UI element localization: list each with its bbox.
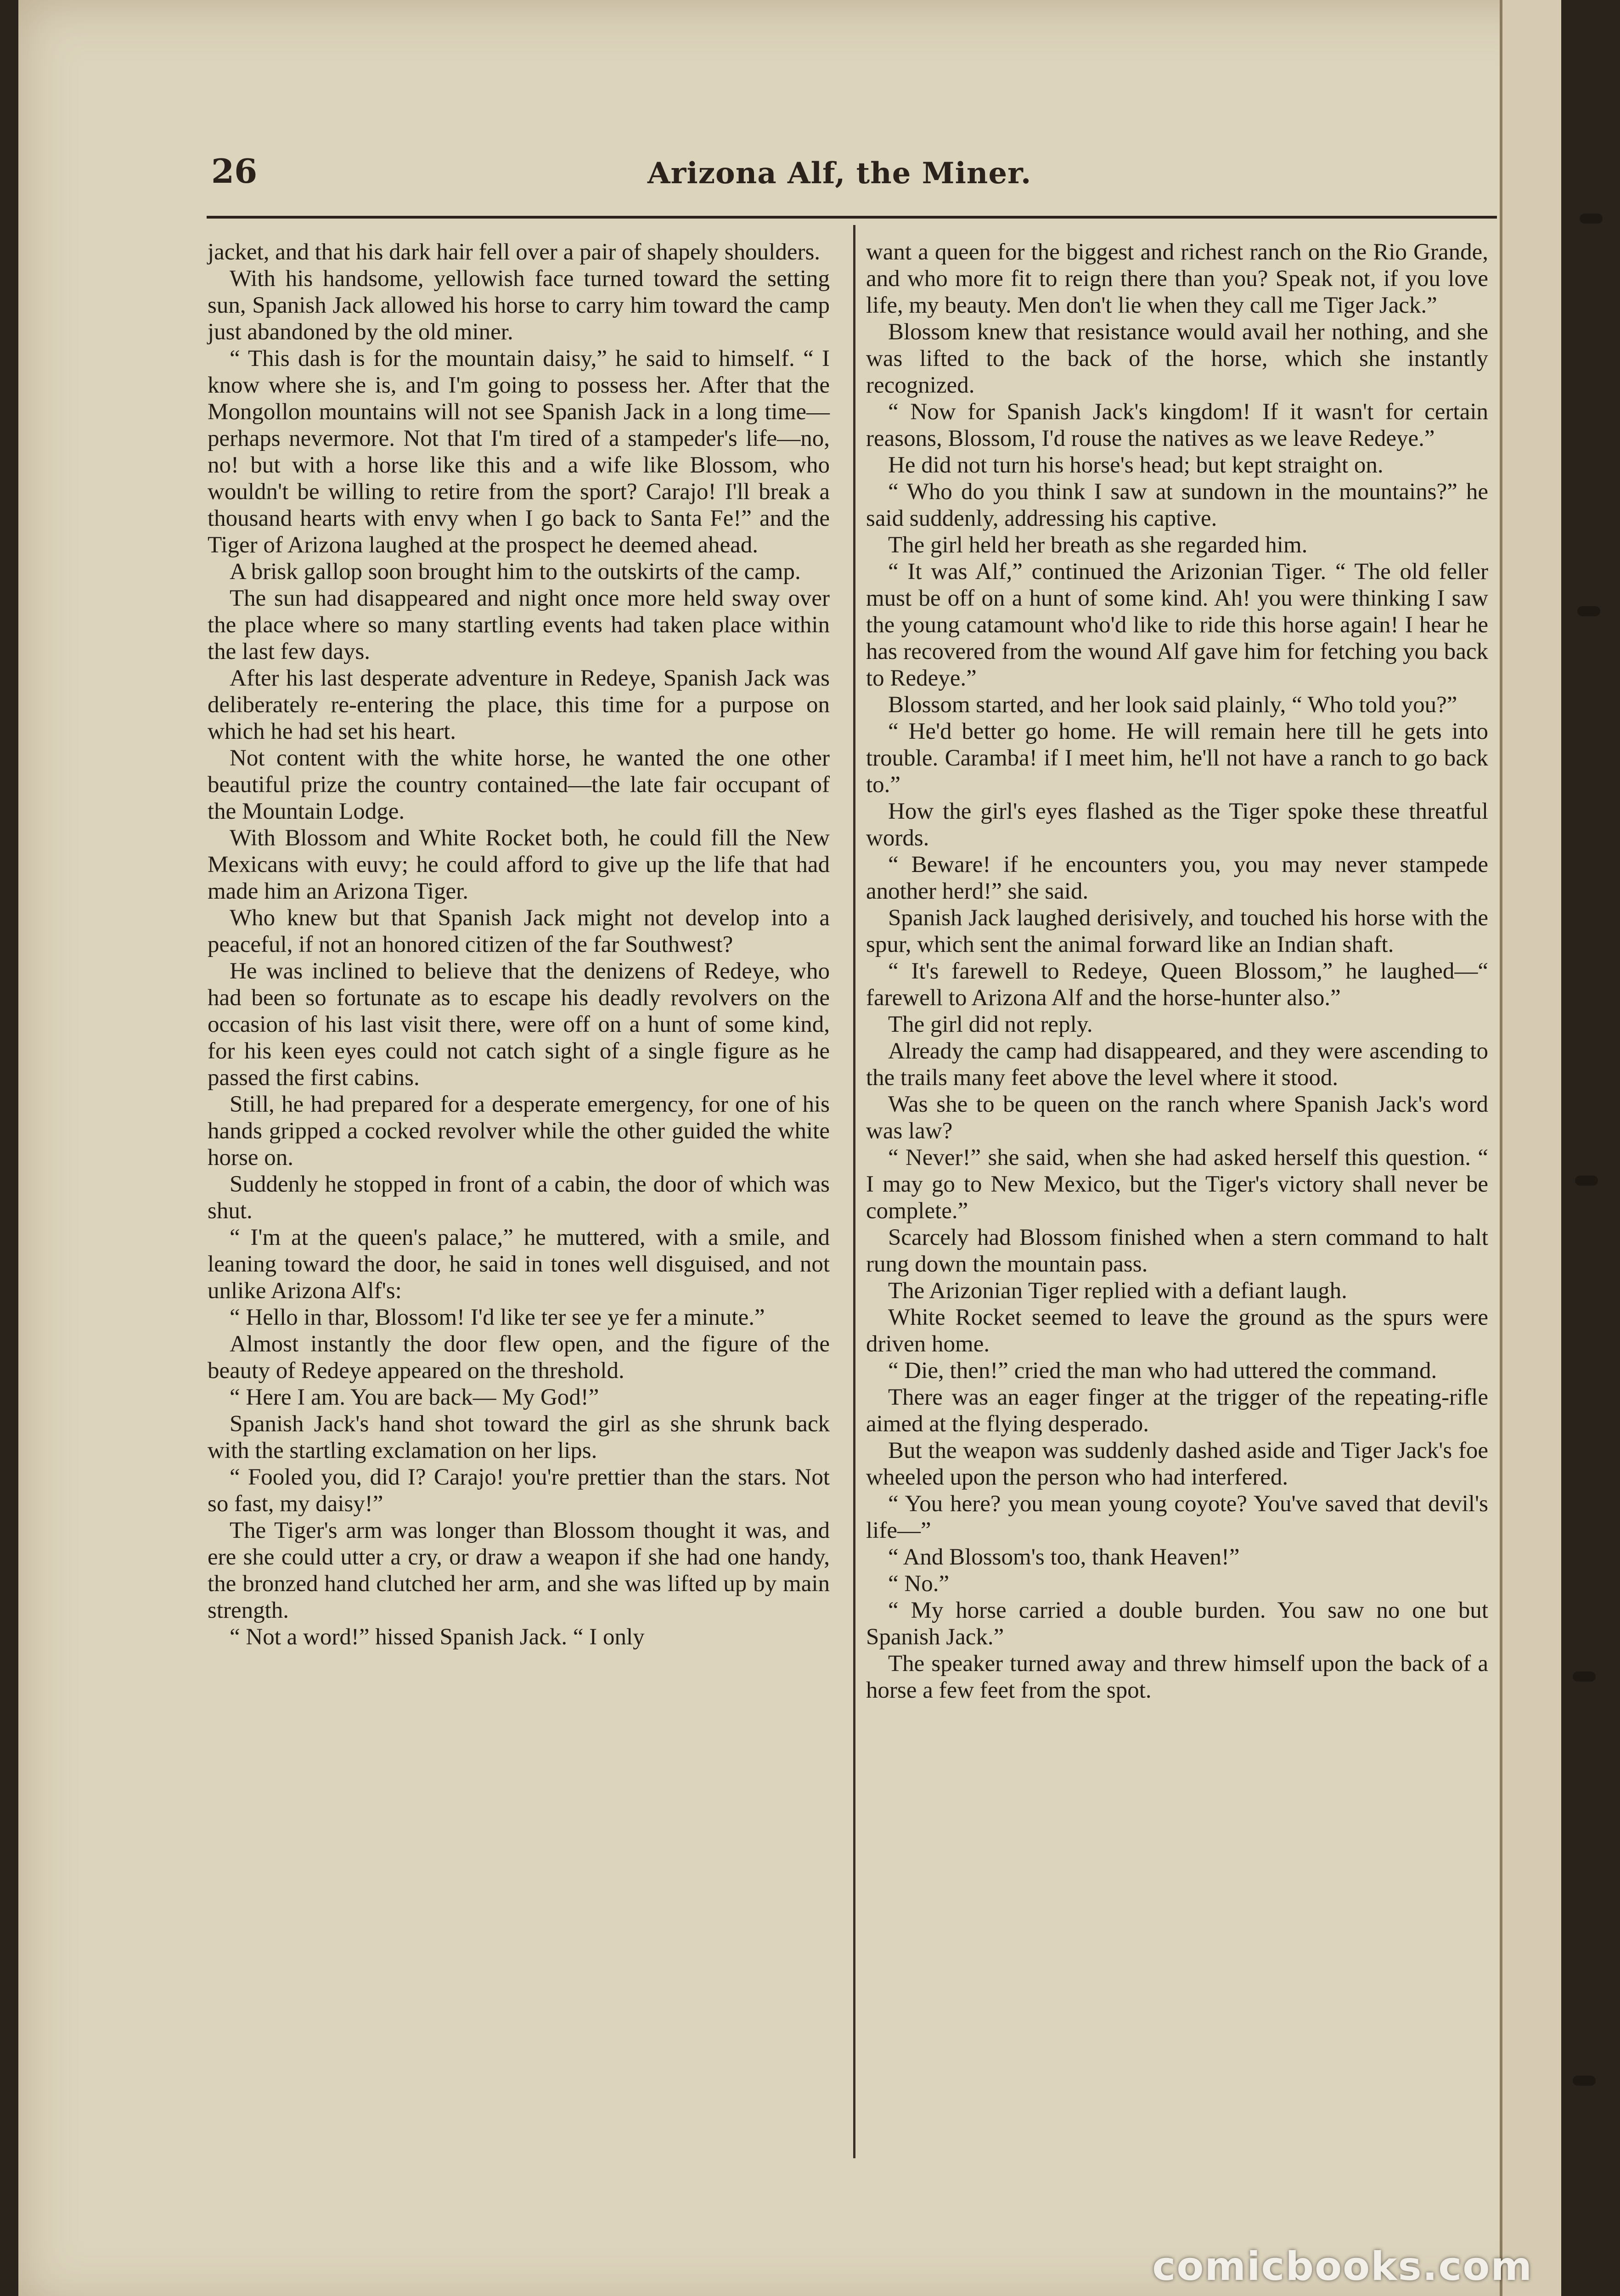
- paragraph: “ It's farewell to Redeye, Queen Blossom,” he laughed—“ farewell to Arizona Alf and the horse-hunter also.”: [866, 958, 1488, 1011]
- binding-tab: [1575, 1176, 1598, 1186]
- paragraph: “ Now for Spanish Jack's kingdom! If it wasn't for certain reasons, Blossom, I'd rouse the natives as we leave Redeye.”: [866, 399, 1488, 451]
- paragraph: “ You here? you mean young coyote? You've saved that devil's life—”: [866, 1491, 1488, 1543]
- paragraph: Still, he had prepared for a desperate emergency, for one of his hands gripped a cocked revolver while the other guided the white horse on.: [208, 1092, 830, 1171]
- paragraph: “ Never!” she said, when she had asked herself this question. “ I may go to New Mexico, but the Tiger's victory shall never be complete.”: [866, 1145, 1488, 1224]
- paragraph: Almost instantly the door flew open, and the figure of the beauty of Redeye appeared on the threshold.: [208, 1331, 830, 1384]
- paragraph: Spanish Jack laughed derisively, and touched his horse with the spur, which sent the animal forward like an Indian shaft.: [866, 905, 1488, 957]
- paragraph: want a queen for the biggest and richest ranch on the Rio Grande, and who more fit to reign there than you? Speak not, if you love life, my beauty. Men don't lie when they call me Tiger Jack.”: [866, 239, 1488, 318]
- binding-tab: [1577, 606, 1600, 616]
- paragraph: After his last desperate adventure in Redeye, Spanish Jack was deliberately re-entering the place, this time for a purpose on which he had set his heart.: [208, 665, 830, 744]
- binding-tab: [1573, 1671, 1596, 1682]
- paragraph: “ It was Alf,” continued the Arizonian Tiger. “ The old feller must be off on a hunt of some kind. Ah! you were thinking I saw the young catamount who'd like to ride this horse again! I hear he has recovered from the wound Alf gave him for fetching you back to Redeye.”: [866, 559, 1488, 691]
- left-column: [208, 239, 830, 1650]
- paragraph: The girl held her breath as she regarded him.: [888, 532, 1308, 558]
- watermark: comicbooks.com: [1152, 2244, 1533, 2290]
- paragraph: “ Not a word!” hissed Spanish Jack. “ I only: [230, 1624, 645, 1650]
- paragraph: Was she to be queen on the ranch where Spanish Jack's word was law?: [866, 1092, 1488, 1144]
- paragraph: “ Die, then!” cried the man who had uttered the command.: [888, 1358, 1437, 1384]
- paragraph: “ He'd better go home. He will remain here till he gets into trouble. Caramba! if I meet him, he'll not have a ranch to go back to.”: [866, 719, 1488, 798]
- paragraph: “ And Blossom's too, thank Heaven!”: [888, 1544, 1240, 1570]
- paragraph: “ I'm at the queen's palace,” he muttered, with a smile, and leaning toward the door, he said in tones well disguised, and not unlike Arizona Alf's:: [208, 1225, 830, 1304]
- paragraph: The Arizonian Tiger replied with a defiant laugh.: [888, 1278, 1347, 1304]
- paragraph: “ Who do you think I saw at sundown in the mountains?” he said suddenly, addressing his captive.: [866, 479, 1488, 531]
- paragraph: “ Hello in thar, Blossom! I'd like ter see ye fer a minute.”: [230, 1305, 765, 1330]
- paragraph: Not content with the white horse, he wanted the one other beautiful prize the country contained—the late fair occupant of the Mountain Lodge.: [208, 745, 830, 824]
- paragraph: He did not turn his horse's head; but kept straight on.: [888, 452, 1384, 478]
- running-title: Arizona Alf, the Miner.: [647, 156, 1032, 191]
- paragraph: Suddenly he stopped in front of a cabin, the door of which was shut.: [208, 1171, 830, 1224]
- paragraph: Spanish Jack's hand shot toward the girl as she shrunk back with the startling exclamation on her lips.: [208, 1411, 830, 1463]
- column-divider: [853, 225, 855, 2158]
- paragraph: The Tiger's arm was longer than Blossom thought it was, and ere she could utter a cry, or draw a weapon if she had one handy, the bronzed hand clutched her arm, and she was lifted up by main strength.: [208, 1518, 830, 1623]
- page-header: [211, 152, 1497, 202]
- paragraph: The speaker turned away and threw himself upon the back of a horse a few feet from the spot.: [866, 1651, 1488, 1703]
- paragraph: He was inclined to believe that the denizens of Redeye, who had been so fortunate as to escape his deadly revolvers on the occasion of his last visit there, were off on a hunt of some kind, for his keen eyes could not catch sight of a single figure as he passed the first cabins.: [208, 958, 830, 1091]
- paragraph: White Rocket seemed to leave the ground as the spurs were driven home.: [866, 1305, 1488, 1357]
- paragraph: “ Here I am. You are back— My God!”: [230, 1384, 599, 1410]
- paragraph: jacket, and that his dark hair fell over a pair of shapely shoulders.: [208, 239, 821, 265]
- paragraph: Scarcely had Blossom finished when a stern command to halt rung down the mountain pass.: [866, 1225, 1488, 1277]
- paragraph: Who knew but that Spanish Jack might not develop into a peaceful, if not an honored citizen of the far Southwest?: [208, 905, 830, 957]
- paragraph: How the girl's eyes flashed as the Tiger spoke these threatful words.: [866, 799, 1488, 851]
- page-number: 26: [211, 152, 258, 191]
- right-column: [866, 239, 1488, 1704]
- binding-tab: [1580, 214, 1603, 224]
- paragraph: Blossom knew that resistance would avail her nothing, and she was lifted to the back of the horse, which she instantly recognized.: [866, 319, 1488, 398]
- paragraph: With his handsome, yellowish face turned toward the setting sun, Spanish Jack allowed his horse to carry him toward the camp just abandoned by the old miner.: [208, 266, 830, 345]
- paragraph: “ Fooled you, did I? Carajo! you're prettier than the stars. Not so fast, my daisy!”: [208, 1464, 830, 1517]
- paragraph: With Blossom and White Rocket both, he could fill the New Mexicans with euvy; he could afford to give up the life that had made him an Arizona Tiger.: [208, 825, 830, 904]
- paragraph: There was an eager finger at the trigger of the repeating-rifle aimed at the flying desperado.: [866, 1384, 1488, 1437]
- paragraph: A brisk gallop soon brought him to the outskirts of the camp.: [230, 559, 801, 585]
- paragraph: Already the camp had disappeared, and they were ascending to the trails many feet above the level where it stood.: [866, 1038, 1488, 1091]
- page-spine: [1500, 0, 1561, 2296]
- magazine-page: [18, 0, 1561, 2296]
- paragraph: The sun had disappeared and night once more held sway over the place where so many startling events had taken place within the last few days.: [208, 585, 830, 664]
- paragraph: But the weapon was suddenly dashed aside and Tiger Jack's foe wheeled upon the person who had interfered.: [866, 1438, 1488, 1490]
- header-rule: [207, 216, 1497, 219]
- binding-tab: [1573, 2076, 1596, 2086]
- paragraph: Blossom started, and her look said plainly, “ Who told you?”: [888, 692, 1457, 718]
- paragraph: “ Beware! if he encounters you, you may never stampede another herd!” she said.: [866, 852, 1488, 904]
- paragraph: The girl did not reply.: [888, 1012, 1093, 1037]
- paragraph: “ This dash is for the mountain daisy,” he said to himself. “ I know where she is, and I'm going to possess her. After that the Mongollon mountains will not see Spanish Jack in a long time—perhaps nevermore. Not that I'm tired of a stampeder's life—no, no! but with a horse like this and a wife like Blossom, who wouldn't be willing to retire from the sport? Carajo! I'll break a thousand hearts with envy when I go back to Santa Fe!” and the Tiger of Arizona laughed at the prospect he deemed ahead.: [208, 346, 830, 558]
- paragraph: “ My horse carried a double burden. You saw no one but Spanish Jack.”: [866, 1598, 1488, 1650]
- paragraph: “ No.”: [888, 1571, 950, 1597]
